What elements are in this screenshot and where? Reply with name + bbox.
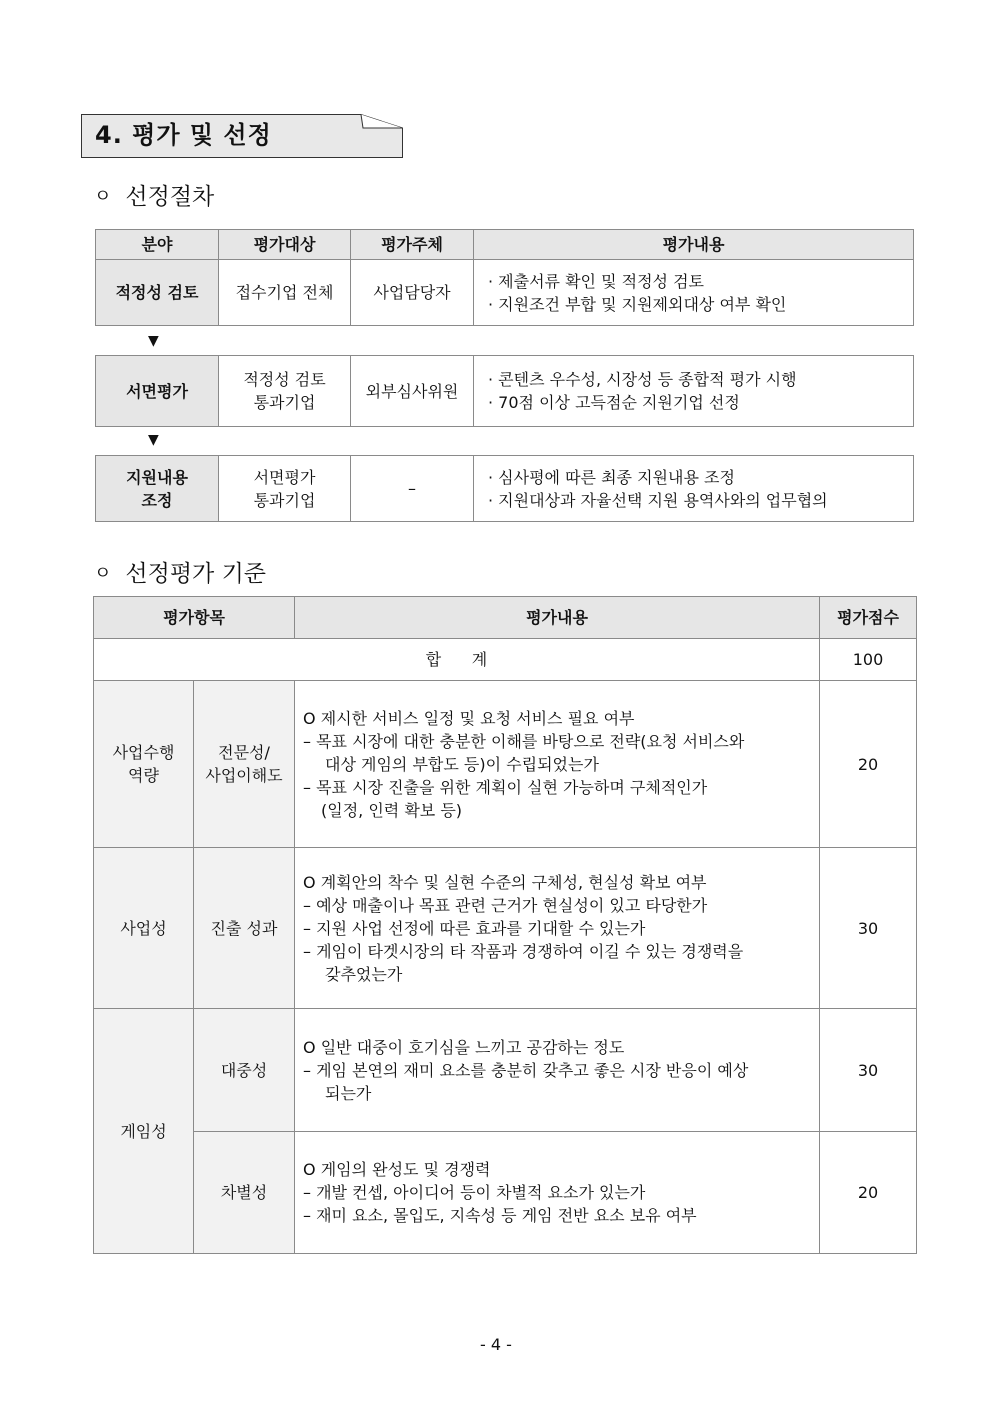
row-2-category: 사업성 <box>94 848 194 1009</box>
step-3-target: 서면평가 통과기업 <box>219 456 351 522</box>
row-4-item: 차별성 <box>194 1132 295 1254</box>
step-1-area: 적정성 검토 <box>96 260 219 326</box>
step-2-evaluator: 외부심사위원 <box>351 356 474 427</box>
procedure-step-1 <box>96 260 914 326</box>
procedure-step-2 <box>96 356 914 427</box>
procedure-header-table <box>95 229 914 326</box>
criteria-row-2 <box>94 848 917 1009</box>
section-header <box>81 114 403 158</box>
row-4-content: O 게임의 완성도 및 경쟁력 – 개발 컨셉, 아이디어 등이 차별적 요소가 있는가 – 재미 요소, 몰입도, 지속성 등 게임 전반 요소 보유 여부 <box>295 1132 820 1254</box>
procedure-step-3-table <box>95 455 914 522</box>
criteria-header-row <box>94 597 917 639</box>
step-1-evaluator: 사업담당자 <box>351 260 474 326</box>
step-2-area: 서면평가 <box>96 356 219 427</box>
criteria-header-content: 평가내용 <box>295 597 820 639</box>
procedure-bullet: ㅇ <box>94 186 112 207</box>
criteria-heading-text: 선정평가 기준 <box>125 561 267 587</box>
step-2-content: · 콘텐츠 우수성, 시장성 등 종합적 평가 시행 · 70점 이상 고득점순 지원기업 선정 <box>474 356 914 427</box>
step-1-content: · 제출서류 확인 및 적정성 검토 · 지원조건 부합 및 지원제외대상 여부 확인 <box>474 260 914 326</box>
criteria-row-1 <box>94 681 917 848</box>
criteria-header-score: 평가점수 <box>820 597 917 639</box>
procedure-header-content: 평가내용 <box>474 230 914 260</box>
criteria-bullet: ㅇ <box>94 563 112 584</box>
step-3-evaluator: – <box>351 456 474 522</box>
row-3-category: 게임성 <box>94 1009 194 1254</box>
procedure-heading-text: 선정절차 <box>125 184 215 210</box>
row-1-category: 사업수행 역량 <box>94 681 194 848</box>
procedure-header-target: 평가대상 <box>219 230 351 260</box>
criteria-heading <box>94 559 266 589</box>
step-3-area: 지원내용 조정 <box>96 456 219 522</box>
flow-arrow-1: ▼ <box>148 333 159 349</box>
criteria-row-4 <box>94 1132 917 1254</box>
step-1-target: 접수기업 전체 <box>219 260 351 326</box>
flow-arrow-2: ▼ <box>148 432 159 448</box>
criteria-row-3 <box>94 1009 917 1132</box>
row-2-score: 30 <box>820 848 917 1009</box>
row-1-score: 20 <box>820 681 917 848</box>
step-2-target: 적정성 검토 통과기업 <box>219 356 351 427</box>
procedure-step-3 <box>96 456 914 522</box>
procedure-step-2-table <box>95 355 914 427</box>
row-2-item: 진출 성과 <box>194 848 295 1009</box>
row-3-score: 30 <box>820 1009 917 1132</box>
criteria-table <box>93 596 917 1254</box>
row-3-content: O 일반 대중이 호기심을 느끼고 공감하는 정도 – 게임 본연의 재미 요소를 충분히 갖추고 좋은 시장 반응이 예상 되는가 <box>295 1009 820 1132</box>
section-title: 4. 평가 및 선정 <box>95 121 272 149</box>
total-score: 100 <box>820 639 917 681</box>
procedure-header-area: 분야 <box>96 230 219 260</box>
criteria-header-item: 평가항목 <box>94 597 295 639</box>
page-number: - 4 - <box>480 1335 512 1354</box>
total-label: 합 계 <box>94 639 820 681</box>
row-3-item: 대중성 <box>194 1009 295 1132</box>
procedure-header-evaluator: 평가주체 <box>351 230 474 260</box>
row-2-content: O 계획안의 착수 및 실현 수준의 구체성, 현실성 확보 여부 – 예상 매출이나 목표 관련 근거가 현실성이 있고 타당한가 – 지원 사업 선정에 따른 효과를 기대할 수 있는가 – 게임이 타겟시장의 타 작품과 경쟁하여 이길 수 있는 경쟁력을 갖추었는가 <box>295 848 820 1009</box>
row-4-score: 20 <box>820 1132 917 1254</box>
criteria-total-row <box>94 639 917 681</box>
row-1-content: O 제시한 서비스 일정 및 요청 서비스 필요 여부 – 목표 시장에 대한 충분한 이해를 바탕으로 전략(요청 서비스와 대상 게임의 부합도 등)이 수립되었는가 – 목표 시장 진출을 위한 계획이 실현 가능하며 구체적인가 (일정, 인력 확보 등) <box>295 681 820 848</box>
row-1-item: 전문성/ 사업이해도 <box>194 681 295 848</box>
procedure-heading <box>94 182 214 212</box>
step-3-content: · 심사평에 따른 최종 지원내용 조정 · 지원대상과 자율선택 지원 용역사와의 업무협의 <box>474 456 914 522</box>
